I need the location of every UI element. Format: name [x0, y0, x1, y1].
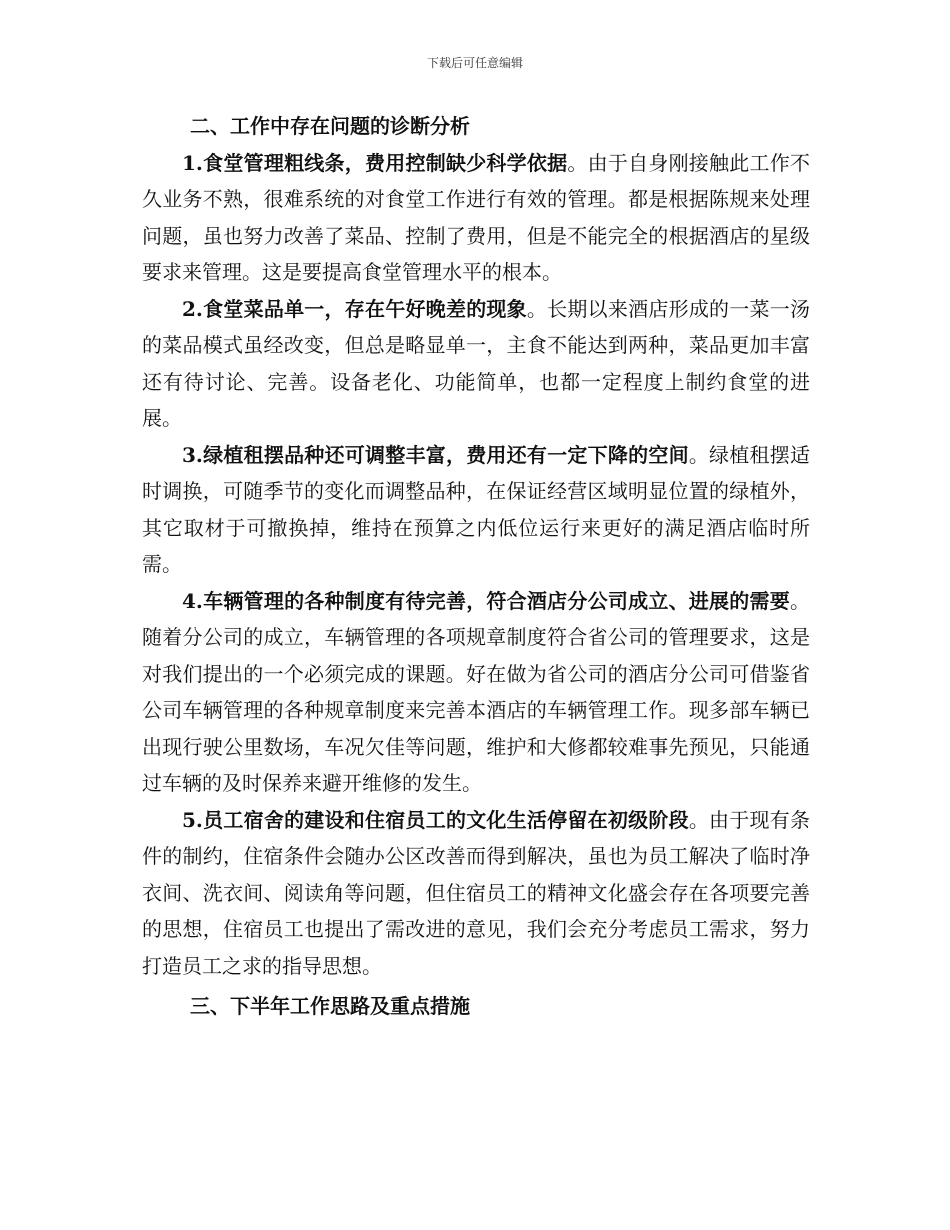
section-heading-two: 二、工作中存在问题的诊断分析 — [190, 114, 470, 138]
paragraph-3-lead: 3.绿植租摆品种还可调整丰富，费用还有一定下降的空间 — [182, 442, 689, 467]
paragraph-5-text: 。由于现有条件的制约，住宿条件会随办公区改善而得到解决，虽也为员工解决了临时净衣间、洗衣间、阅读角等问题，但住宿员工的精神文化盛会存在各项要完善的思想，住宿员工也提出了需改进的意见，我们会充分考虑员工需求，努力打造员工之求的指导思想。 — [142, 807, 810, 978]
paragraph-4-text: 。随着分公司的成立，车辆管理的各项规章制度符合省公司的管理要求，这是对我们提出的一个必须完成的课题。好在做为省公司的酒店分公司可借鉴省公司车辆管理的各种规章制度来完善本酒店的车辆管理工作。现多部车辆已出现行驶公里数场，车况欠佳等问题，维护和大修都较难事先预见，只能通过车辆的及时保养来避开维修的发生。 — [142, 588, 810, 795]
paragraph-3 — [142, 437, 810, 583]
section-heading-three: 三、下半年工作思路及重点措施 — [190, 994, 470, 1018]
paragraph-1 — [142, 145, 810, 291]
paragraph-2-text: 。长期以来酒店形成的一菜一汤的菜品模式虽经改变，但总是略显单一，主食不能达到两种，菜品更加丰富还有待讨论、完善。设备老化、功能简单，也都一定程度上制约食堂的进展。 — [142, 296, 811, 430]
page-header: 下载后可任意编辑 — [426, 56, 523, 70]
paragraph-3-text: 。绿植租摆适时调换，可随季节的变化而调整品种，在保证经营区域明显位置的绿植外，其它取材于可撤换掉，维持在预算之内低位运行来更好的满足酒店临时所需。 — [142, 442, 810, 576]
paragraph-2-lead: 2.食堂菜品单一，存在午好晚差的现象 — [182, 296, 527, 321]
paragraph-1-text: 。由于自身刚接触此工作不久业务不熟，很难系统的对食堂工作进行有效的管理。都是根据陈规来处理问题，虽也努力改善了菜品、控制了费用，但是不能完全的根据酒店的星级要求来管理。这是要提高食堂管理水平的根本。 — [142, 150, 810, 284]
paragraph-4 — [142, 583, 810, 802]
paragraph-2 — [142, 291, 810, 437]
paragraph-4-lead: 4.车辆管理的各种制度有待完善，符合酒店分公司成立、进展的需要 — [182, 588, 790, 613]
paragraph-5 — [142, 802, 810, 985]
paragraph-5-lead: 5.员工宿舍的建设和住宿员工的文化生活停留在初级阶段 — [182, 807, 689, 832]
paragraph-1-lead: 1.食堂管理粗线条，费用控制缺少科学依据 — [182, 150, 568, 175]
document-body — [142, 108, 810, 1025]
